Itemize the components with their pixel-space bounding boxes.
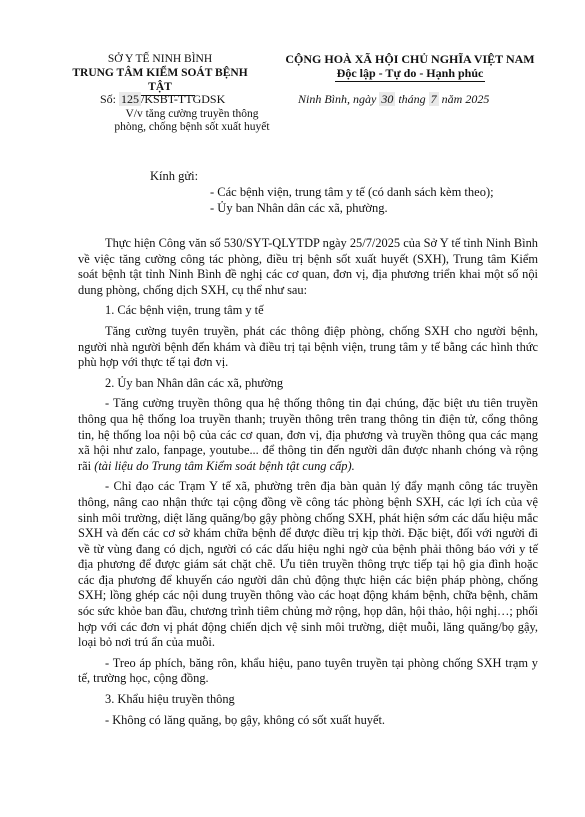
national-motto: Độc lập - Tự do - Hạnh phúc <box>336 66 484 80</box>
section-2-paragraph-3: - Treo áp phích, băng rôn, khẩu hiệu, pano tuyên truyền tại phòng chống SXH trạm y tế, trường học, cộng đồng. <box>78 655 538 686</box>
section-2-paragraph-1-note: (tài liệu do Trung tâm Kiểm soát bệnh tật cung cấp). <box>94 458 355 473</box>
date-month: 7 <box>430 92 437 106</box>
document-number <box>100 92 225 107</box>
section-3-paragraph: - Không có lăng quăng, bọ gậy, không có sốt xuất huyết. <box>105 712 385 727</box>
doc-number-suffix: /KSBT-TTGDSK <box>141 92 226 106</box>
document-body <box>78 236 538 733</box>
intro-paragraph: Thực hiện Công văn số 530/SYT-QLYTDP ngày 25/7/2025 của Sở Y tế tỉnh Ninh Bình về việc tăng cường công tác phòng, điều trị bệnh sốt xuất huyết (SXH), Trung tâm Kiểm soát bệnh tật tỉnh Ninh Bình đề nghị các cơ quan, đơn vị, địa phương triển khai một số nội dung phòng, chống dịch SXH, cụ thể như sau: <box>78 236 538 297</box>
subject-line-1: V/v tăng cường truyền thông <box>125 108 259 120</box>
recipient-item: - Ủy ban Nhân dân các xã, phường. <box>210 201 388 215</box>
recipient-item: - Các bệnh viện, trung tâm y tế (có danh sách kèm theo); <box>210 185 494 199</box>
section-2-paragraph-1-text: - Tăng cường truyền thông qua hệ thống thông tin đại chúng, đặc biệt ưu tiên truyền thông qua hệ thống loa truyền thanh; truyền thông trên trang thông tin điện tử, cổng thông tin, hệ thống loa nội bộ của các cơ quan, đơn vị, địa phương và truyền thông qua các mạng xã hội như zalo, fanpage, youtube... để thông tin đến người dân được nhanh chóng và rộng rãi <box>78 396 538 473</box>
date-place: Ninh Bình, ngày <box>298 92 377 106</box>
recipients-block <box>150 168 494 216</box>
parent-agency: SỞ Y TẾ NINH BÌNH <box>107 53 213 65</box>
subject-line-2: phòng, chống bệnh sốt xuất huyết <box>114 121 270 133</box>
national-title: CỘNG HOÀ XÃ HỘI CHỦ NGHĨA VIỆT NAM <box>285 52 535 66</box>
issuing-agency-block <box>60 52 260 96</box>
issuing-agency: TRUNG TÂM KIỂM SOÁT BỆNH TẬT <box>72 67 248 93</box>
date-day: 30 <box>381 92 394 106</box>
greeting: Kính gửi: <box>150 169 199 183</box>
section-2-title: 2. Ủy ban Nhân dân các xã, phường <box>105 375 284 390</box>
section-2-paragraph-2: - Chỉ đạo các Trạm Y tế xã, phường trên địa bàn quản lý đẩy mạnh công tác truyền thông, nâng cao nhận thức tại cộng đồng về công tác phòng bệnh SXH, các lợi ích của vệ sinh môi trường, diệt lăng quăng/bọ gậy phòng chống SXH, phát hiện sớm các dấu hiệu mắc SXH và đến các cơ sở khám chữa bệnh để được điều trị kịp thời. Đặc biệt, đối với người đi về từ vùng đang có dịch, người có các dấu hiệu nghi ngờ của bệnh phải thông báo với y tế địa phương để được giám sát chặt chẽ. Ưu tiên truyền thông trực tiếp tại hộ gia đình hoặc các địa phương để khuyến cáo người dân chủ động thực hiện các biện pháp phòng, chống SXH; lồng ghép các nội dung truyền thông vào các hoạt động khám bệnh, chữa bệnh, chăm sóc sức khỏe ban đầu, chương trình tiêm chủng mở rộng, họp dân, hội thảo, hội nghị…; phối hợp với các đơn vị phát động chiến dịch vệ sinh môi trường, diệt muỗi, lăng quăng/bọ gậy, loại bỏ nơi trú ẩn của muỗi. <box>78 479 538 650</box>
section-1-paragraph: Tăng cường tuyên truyền, phát các thông điệp phòng, chống SXH cho người bệnh, người nhà người bệnh đến khám và điều trị tại bệnh viện, trung tâm y tế bằng các hình thức phù hợp với thực tế tại đơn vị. <box>78 323 538 370</box>
national-title-block <box>280 52 540 82</box>
doc-number-value: 125 <box>121 92 140 106</box>
section-1-title: 1. Các bệnh viện, trung tâm y tế <box>105 303 264 318</box>
motto-underline <box>335 81 485 82</box>
document-subject <box>92 108 292 134</box>
doc-number-prefix: Số: <box>100 92 117 106</box>
document-date <box>298 92 489 107</box>
section-3-title: 3. Khẩu hiệu truyền thông <box>105 692 235 707</box>
date-month-label: tháng <box>398 92 426 106</box>
section-2-paragraph-1 <box>78 396 538 474</box>
date-year: năm 2025 <box>441 92 490 106</box>
